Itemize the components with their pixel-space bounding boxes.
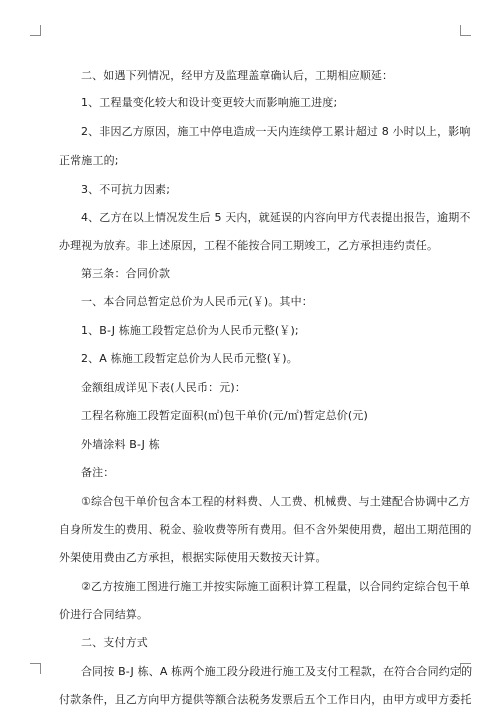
paragraph-line: 办理视为放弃。非上述原因，工程不能按合同工期竣工，乙方承担违约责任。: [59, 239, 439, 252]
paragraph-line: 正常施工的;: [59, 154, 119, 167]
crop-mark-bottom-left: [30, 663, 41, 674]
paragraph-line: 1、工程量变化较大和设计变更较大而影响施工进度;: [81, 96, 338, 109]
paragraph-line: 外架使用费由乙方承担，根据实际使用天数按天计算。: [59, 551, 327, 564]
section-heading: 二、支付方式: [81, 636, 148, 649]
paragraph-line: 合同按 B-J 栋、A 栋两个施工段分段进行施工及支付工程款，在符合合同约定的: [81, 665, 473, 678]
paragraph-line: 付款条件，且乙方向甲方提供等额合法税务发票后五个工作日内，由甲方或甲方委托: [59, 693, 472, 706]
paragraph-line: 2、非因乙方原因，施工中停电造成一天内连续停工累计超过 8 小时以上，影响: [81, 125, 471, 138]
paragraph-line: 2、A 栋施工段暂定总价为人民币元整(￥)。: [81, 352, 298, 365]
paragraph-line: 价进行合同结算。: [59, 608, 149, 621]
paragraph-line: 金额组成详见下表(人民币：元)：: [81, 381, 246, 394]
crop-mark-top-left: [30, 25, 41, 36]
paragraph-line: 4、乙方在以上情况发生后 5 天内，就延误的内容向甲方代表提出报告，逾期不: [81, 211, 471, 224]
paragraph-line: 自身所发生的费用、税金、验收费等所有费用。但不含外架使用费，超出工期范围的: [59, 523, 472, 536]
paragraph-line: 一、本合同总暂定总价为人民币元(￥)。其中：: [81, 295, 313, 308]
paragraph-line: 1、B-J 栋施工段暂定总价为人民币元整(￥);: [81, 324, 299, 337]
paragraph-line: ②乙方按施工图进行施工并按实际施工面积计算工程量，以合同约定综合包干单: [81, 580, 471, 593]
table-header-line: 工程名称施工段暂定面积(㎡)包干单价(元/㎡)暂定总价(元): [81, 409, 368, 422]
table-row-line: 外墙涂料 B-J 栋: [81, 438, 160, 451]
remarks-label: 备注：: [81, 466, 115, 479]
paragraph-line: ①综合包干单价包含本工程的材料费、人工费、机械费、与土建配合协调中乙方: [81, 495, 471, 508]
paragraph-line: 3、不可抗力因素;: [81, 183, 171, 196]
section-heading: 第三条：合同价款: [81, 267, 171, 280]
crop-mark-top-right: [460, 25, 471, 36]
paragraph-line: 二、如遇下列情况，经甲方及监理盖章确认后，工期相应顺延：: [81, 69, 394, 82]
